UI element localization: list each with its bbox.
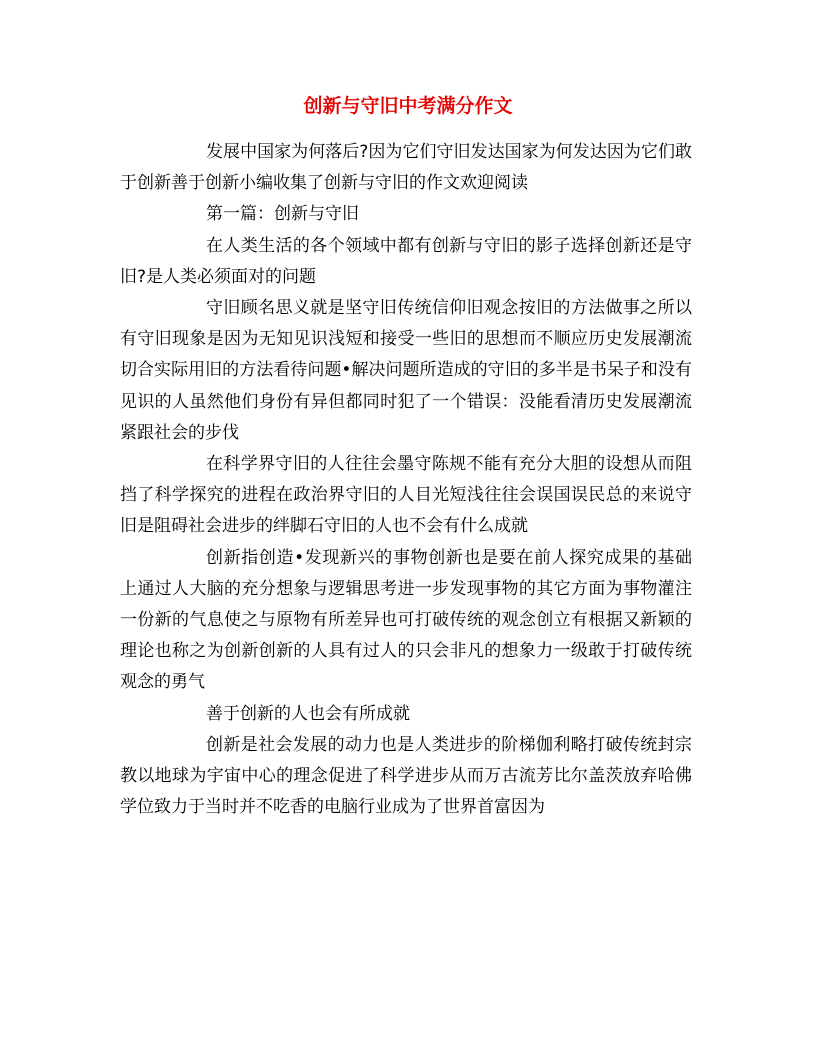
paragraph: 善于创新的人也会有所成就 (206, 703, 410, 724)
document-body (120, 137, 692, 823)
document-title: 创新与守旧中考满分作文 (303, 95, 513, 117)
section-heading: 第一篇：创新与守旧 (206, 204, 359, 225)
paragraph: 在人类生活的各个领域中都有创新与守旧的影子选择创新还是守旧?是人类必须面对的问题 (120, 235, 692, 287)
paragraph-intro: 发展中国家为何落后?因为它们守旧发达国家为何发达因为它们敢于创新善于创新小编收集了创新与守旧的作文欢迎阅读 (120, 142, 692, 194)
paragraph: 守旧顾名思义就是坚守旧传统信仰旧观念按旧的方法做事之所以有守旧现象是因为无知见识浅短和接受一些旧的思想而不顺应历史发展潮流切合实际用旧的方法看待问题•解决问题所造成的守旧的多半是书呆子和没有见识的人虽然他们身份有异但都同时犯了一个错误：没能看清历史发展潮流紧跟社会的步伐 (120, 298, 692, 443)
paragraph: 创新指创造•发现新兴的事物创新也是要在前人探究成果的基础上通过人大脑的充分想象与逻辑思考进一步发现事物的其它方面为事物灌注一份新的气息使之与原物有所差异也可打破传统的观念创立有根据又新颖的理论也称之为创新创新的人具有过人的只会非凡的想象力一级敢于打破传统观念的勇气 (120, 547, 692, 693)
paragraph: 在科学界守旧的人往往会墨守陈规不能有充分大胆的设想从而阻挡了科学探究的进程在政治界守旧的人目光短浅往往会误国误民总的来说守旧是阻碍社会进步的绊脚石守旧的人也不会有什么成就 (120, 454, 692, 537)
paragraph: 创新是社会发展的动力也是人类进步的阶梯伽利略打破传统封宗教以地球为宇宙中心的理念促进了科学进步从而万古流芳比尔盖茨放弃哈佛学位致力于当时并不吃香的电脑行业成为了世界首富因为 (120, 734, 692, 818)
